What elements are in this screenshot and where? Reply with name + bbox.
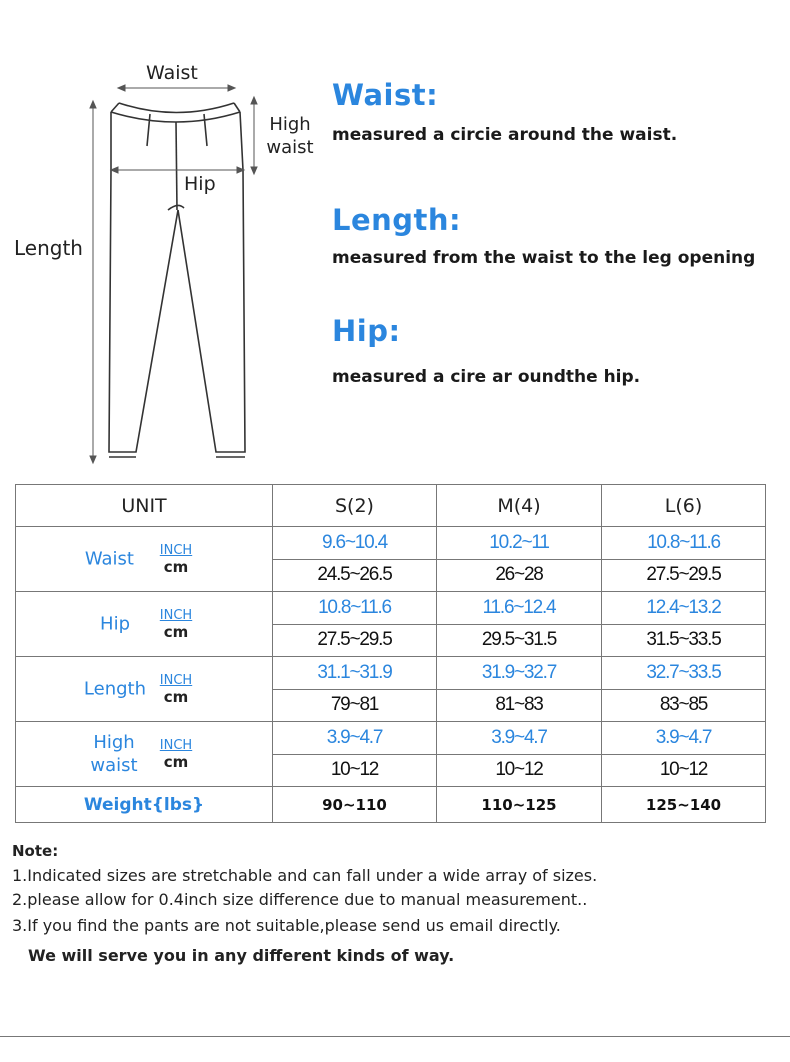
diagram-high-waist-label	[264, 113, 316, 159]
cell-inch: 3.9~4.7	[273, 722, 437, 755]
cell-inch: 10.2~11	[437, 527, 602, 560]
definition-length-title: Length:	[332, 203, 462, 237]
note-item-1: 1.Indicated sizes are stretchable and can fall under a wide array of sizes.	[12, 866, 598, 885]
cell-cm: 10~12	[437, 754, 602, 787]
cell-inch: 10.8~11.6	[273, 592, 437, 625]
row-name: Waist	[84, 548, 134, 570]
definition-length-text: measured from the waist to the leg opening	[332, 248, 756, 268]
cell-cm: 10~12	[273, 754, 437, 787]
note-closing: We will serve you in any different kinds of way.	[28, 946, 455, 965]
pants-diagram	[0, 0, 330, 470]
row-name: Length	[83, 678, 146, 700]
table-row-weight	[16, 787, 766, 823]
table-row	[16, 722, 766, 755]
inch-unit: INCH	[159, 738, 193, 753]
table-row	[16, 657, 766, 690]
inch-unit: INCH	[159, 608, 193, 623]
definition-hip-title: Hip:	[332, 314, 401, 348]
note-title: Note:	[12, 842, 59, 860]
definition-waist-text: measured a circie around the waist.	[332, 125, 678, 145]
header-size-m: M(4)	[437, 485, 602, 527]
cm-unit: cm	[163, 753, 189, 771]
cell-inch: 32.7~33.5	[602, 657, 766, 690]
cell-cm: 29.5~31.5	[437, 624, 602, 657]
cell-cm: 79~81	[273, 689, 437, 722]
header-unit: UNIT	[16, 485, 273, 527]
cell-inch: 3.9~4.7	[602, 722, 766, 755]
unit-label	[156, 737, 196, 771]
cell-cm: 83~85	[602, 689, 766, 722]
cell-cm: 27.5~29.5	[602, 559, 766, 592]
definition-waist-title: Waist:	[332, 78, 439, 112]
diagram-hip-label: Hip	[184, 173, 216, 195]
cm-unit: cm	[163, 688, 189, 706]
cell-cm: 10~12	[602, 754, 766, 787]
row-name-line2: waist	[90, 755, 138, 776]
weight-label: Weight{lbs}	[16, 787, 273, 823]
unit-label	[156, 607, 196, 641]
diagram-high-line1: High	[269, 114, 311, 135]
note-item-2: 2.please allow for 0.4inch size difference due to manual measurement..	[12, 890, 588, 909]
cell-weight: 125~140	[602, 787, 766, 823]
cell-cm: 27.5~29.5	[273, 624, 437, 657]
row-label-length	[16, 657, 273, 722]
cell-inch: 11.6~12.4	[437, 592, 602, 625]
inch-unit: INCH	[159, 673, 193, 688]
cell-cm: 31.5~33.5	[602, 624, 766, 657]
row-name-line1: High	[93, 732, 135, 753]
row-name	[80, 731, 148, 777]
row-label-high-waist	[16, 722, 273, 787]
header-size-l: L(6)	[602, 485, 766, 527]
table-row	[16, 592, 766, 625]
diagram-length-label: Length	[14, 236, 83, 260]
diagram-waist-label: Waist	[146, 62, 198, 84]
unit-label	[156, 672, 196, 706]
cell-inch: 9.6~10.4	[273, 527, 437, 560]
cell-inch: 31.1~31.9	[273, 657, 437, 690]
cell-cm: 26~28	[437, 559, 602, 592]
cell-weight: 110~125	[437, 787, 602, 823]
table-row	[16, 527, 766, 560]
cell-cm: 81~83	[437, 689, 602, 722]
cell-cm: 24.5~26.5	[273, 559, 437, 592]
cell-weight: 90~110	[273, 787, 437, 823]
unit-label	[156, 542, 196, 576]
header-size-s: S(2)	[273, 485, 437, 527]
bottom-divider	[0, 1036, 790, 1037]
cm-unit: cm	[163, 623, 189, 641]
cell-inch: 3.9~4.7	[437, 722, 602, 755]
size-chart-table	[15, 484, 766, 823]
table-header-row	[16, 485, 766, 527]
diagram-high-line2: waist	[266, 137, 314, 158]
row-label-waist	[16, 527, 273, 592]
cell-inch: 12.4~13.2	[602, 592, 766, 625]
cm-unit: cm	[163, 558, 189, 576]
note-item-3: 3.If you find the pants are not suitable,please send us email directly.	[12, 916, 561, 935]
cell-inch: 10.8~11.6	[602, 527, 766, 560]
definition-hip-text: measured a cire ar oundthe hip.	[332, 367, 641, 387]
cell-inch: 31.9~32.7	[437, 657, 602, 690]
row-name: Hip	[100, 613, 130, 635]
inch-unit: INCH	[159, 543, 193, 558]
row-label-hip	[16, 592, 273, 657]
